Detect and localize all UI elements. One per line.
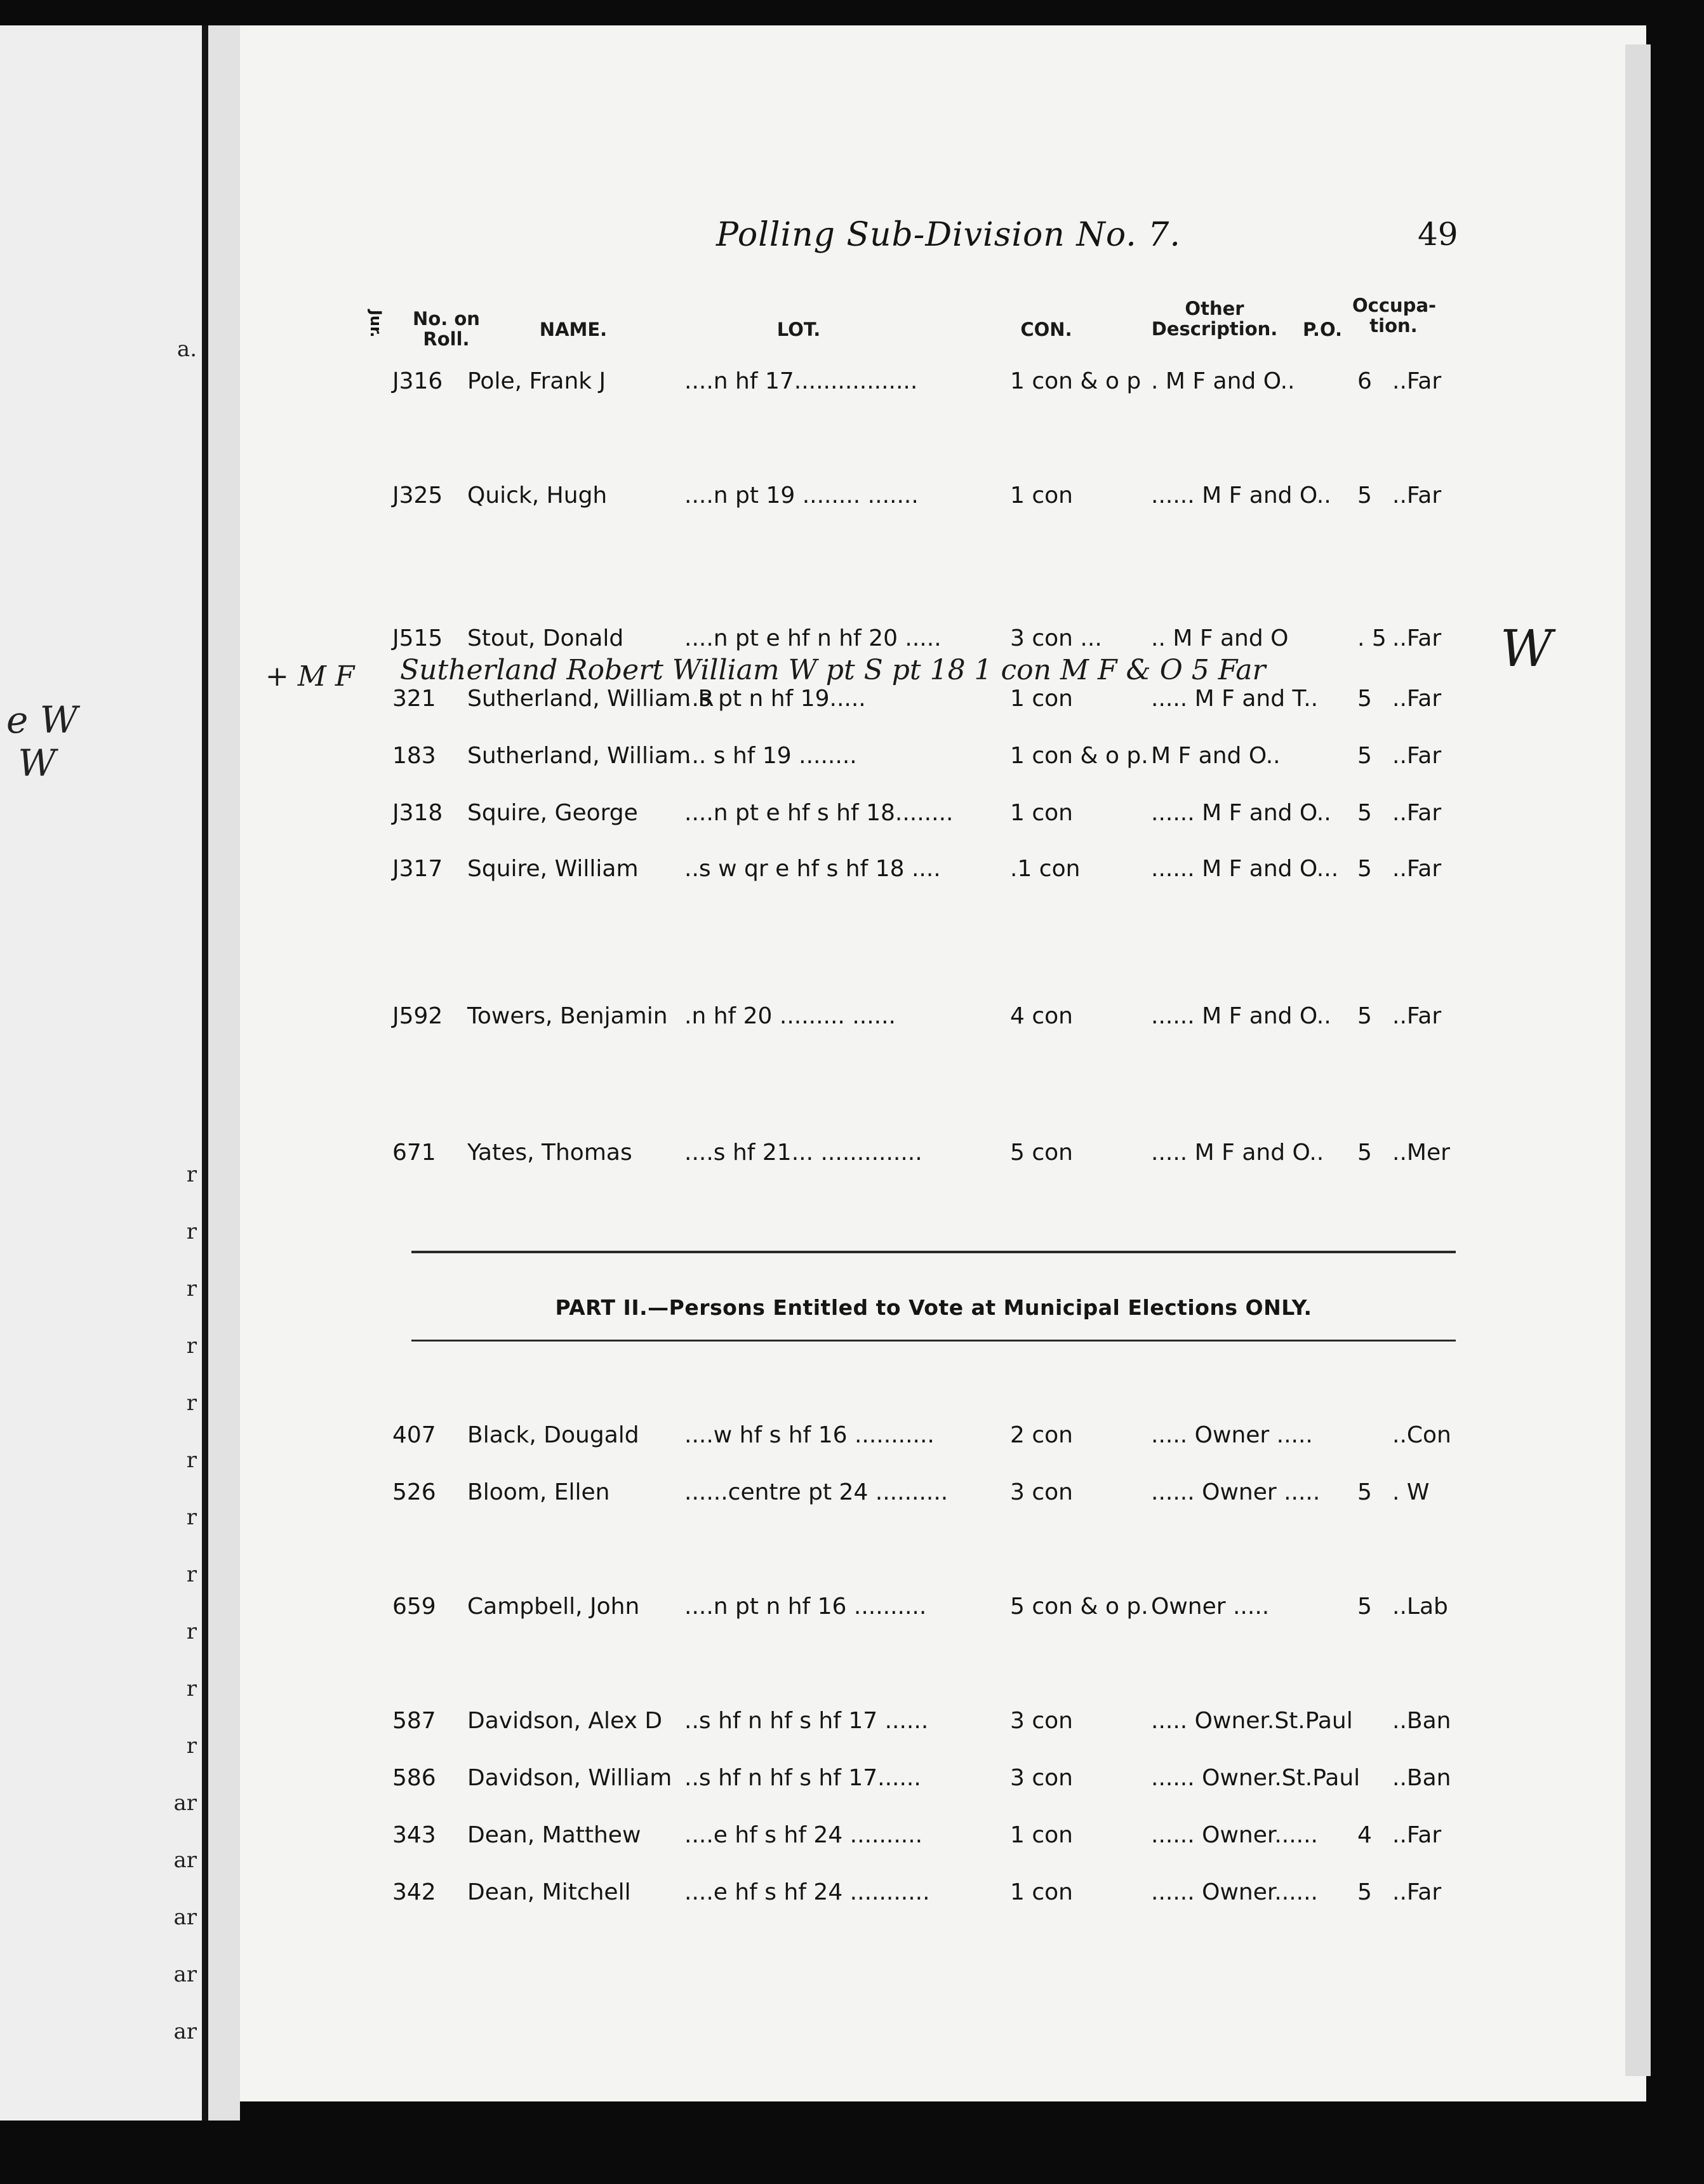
facing-page-text-fragment: r <box>186 1562 197 1587</box>
voter-name: Bloom, Ellen <box>467 1479 610 1505</box>
column-head-roll: No. on Roll. <box>413 308 480 350</box>
register-entry <box>240 856 1637 894</box>
register-page <box>240 25 1646 2101</box>
roll-number: J317 <box>392 856 443 882</box>
occupation: ..Far <box>1392 686 1442 712</box>
page-number: 49 <box>1418 216 1458 253</box>
facing-page-text-fragment: ar <box>173 1790 197 1816</box>
facing-page-fragment <box>0 25 202 2121</box>
facing-page-text-fragment: r <box>186 1619 197 1644</box>
other-description: ...... Owner.St.Paul <box>1151 1765 1361 1791</box>
facing-page-text-fragment: r <box>186 1676 197 1701</box>
voter-name: Sutherland, William R <box>467 686 714 712</box>
facing-page-text-fragment: ar <box>173 1848 197 1873</box>
roll-number: 343 <box>392 1822 436 1848</box>
facing-page-scrawl: e W W <box>6 698 78 785</box>
concession: 5 con & o p. <box>1010 1594 1148 1620</box>
voter-name: Stout, Donald <box>467 625 624 651</box>
other-description: .. M F and O <box>1151 625 1289 651</box>
lot: ... s hf 19 ........ <box>684 743 857 769</box>
roll-number: 183 <box>392 743 436 769</box>
other-description: M F and O.. <box>1151 743 1281 769</box>
occupation: ..Con <box>1392 1422 1451 1448</box>
post-office: 5 <box>1357 686 1372 712</box>
lot: ..s hf n hf s hf 17...... <box>684 1765 921 1791</box>
concession: 1 con <box>1010 686 1073 712</box>
roll-number: 659 <box>392 1594 436 1620</box>
handwritten-check-mark: W <box>1500 619 1553 678</box>
lot: .n hf 20 ......... ...... <box>684 1003 896 1029</box>
other-description: ..... Owner.St.Paul <box>1151 1708 1353 1734</box>
concession: 1 con & o p. <box>1010 743 1148 769</box>
occupation: ..Far <box>1392 1879 1442 1905</box>
column-head-occupation: Occupa-tion. <box>1352 295 1437 336</box>
concession: 2 con <box>1010 1422 1073 1448</box>
roll-number: 526 <box>392 1479 436 1505</box>
register-entry <box>240 1594 1637 1632</box>
column-head-lot: LOT. <box>776 319 821 340</box>
other-description: . M F and O.. <box>1151 368 1295 394</box>
post-office: 5 <box>1357 1003 1372 1029</box>
post-office: 5 <box>1357 1479 1372 1505</box>
lot: ....n pt e hf n hf 20 ..... <box>684 625 942 651</box>
book-spine <box>202 25 208 2121</box>
concession: 3 con <box>1010 1479 1073 1505</box>
concession: 5 con <box>1010 1140 1073 1166</box>
register-entry <box>240 1479 1637 1517</box>
concession: 1 con <box>1010 1879 1073 1905</box>
other-description: ..... M F and T.. <box>1151 686 1319 712</box>
voter-name: Yates, Thomas <box>467 1140 632 1166</box>
roll-number: J325 <box>392 483 443 509</box>
page-gutter <box>208 25 240 2121</box>
concession: 3 con ... <box>1010 625 1102 651</box>
other-description: ..... Owner ..... <box>1151 1422 1313 1448</box>
roll-number: 407 <box>392 1422 436 1448</box>
facing-page-text-fragment: r <box>186 1390 197 1416</box>
voter-name: Campbell, John <box>467 1594 640 1620</box>
register-entry <box>240 686 1637 724</box>
roll-number: J515 <box>392 625 443 651</box>
facing-page-text-fragment: a. <box>176 336 197 362</box>
occupation: ..Far <box>1392 743 1442 769</box>
other-description: ...... M F and O.. <box>1151 483 1331 509</box>
occupation: ..Ban <box>1392 1708 1451 1734</box>
voter-name: Squire, William <box>467 856 639 882</box>
facing-page-text-fragment: r <box>186 1505 197 1530</box>
handwritten-margin-note: + M F <box>265 660 355 693</box>
lot: ..s w qr e hf s hf 18 .... <box>684 856 941 882</box>
section-rule-top <box>411 1251 1456 1253</box>
lot: ....n pt n hf 16 .......... <box>684 1594 927 1620</box>
occupation: ..Far <box>1392 800 1442 826</box>
running-head: Polling Sub-Division No. 7. <box>716 216 1181 254</box>
facing-page-text-fragment: ar <box>173 1905 197 1930</box>
register-entry <box>240 368 1637 406</box>
lot: ..s hf n hf s hf 17 ...... <box>684 1708 929 1734</box>
post-office: 6 <box>1357 368 1372 394</box>
facing-page-text-fragment: r <box>186 1219 197 1244</box>
other-description: ...... Owner...... <box>1151 1822 1319 1848</box>
facing-page-text-fragment: r <box>186 1448 197 1473</box>
post-office: 5 <box>1357 1140 1372 1166</box>
other-description: ...... M F and O... <box>1151 856 1339 882</box>
roll-number: J318 <box>392 800 443 826</box>
other-description: ...... Owner...... <box>1151 1879 1319 1905</box>
concession: 3 con <box>1010 1708 1073 1734</box>
page-edge <box>1625 44 1651 2076</box>
post-office: 5 <box>1357 1594 1372 1620</box>
column-head-con: CON. <box>1020 319 1072 340</box>
register-entry <box>240 1708 1637 1746</box>
post-office: 5 <box>1357 800 1372 826</box>
post-office: . 5 <box>1357 625 1387 651</box>
lot: ....n hf 17................. <box>684 368 918 394</box>
column-head-name: NAME. <box>539 319 608 340</box>
lot: ....e hf s hf 24 ........... <box>684 1879 930 1905</box>
occupation: ..Far <box>1392 856 1442 882</box>
voter-name: Squire, George <box>467 800 638 826</box>
post-office: 5 <box>1357 1879 1372 1905</box>
concession: 1 con & o p <box>1010 368 1142 394</box>
lot: ....s hf 21... .............. <box>684 1140 922 1166</box>
section-rule-bottom <box>411 1340 1456 1342</box>
column-head-jur: Jur. <box>367 310 385 338</box>
concession: 1 con <box>1010 1822 1073 1848</box>
lot: ....n pt e hf s hf 18........ <box>684 800 954 826</box>
other-description: ..... M F and O.. <box>1151 1140 1324 1166</box>
register-entry <box>240 483 1637 521</box>
handwritten-entry: Sutherland Robert William W pt S pt 18 1 con M F & O 5 Far <box>400 654 1266 686</box>
facing-page-text-fragment: r <box>186 1333 197 1359</box>
roll-number: 342 <box>392 1879 436 1905</box>
concession: 3 con <box>1010 1765 1073 1791</box>
column-head-po: P.O. <box>1303 319 1342 340</box>
register-entry <box>240 1422 1637 1460</box>
voter-name: Quick, Hugh <box>467 483 608 509</box>
voter-name: Dean, Matthew <box>467 1822 641 1848</box>
occupation: ..Mer <box>1392 1140 1450 1166</box>
voter-name: Towers, Benjamin <box>467 1003 668 1029</box>
occupation: ..Far <box>1392 1822 1442 1848</box>
facing-page-text-fragment: ar <box>173 1962 197 1987</box>
register-entry <box>240 800 1637 838</box>
lot: ....e hf s hf 24 .......... <box>684 1822 923 1848</box>
concession: 1 con <box>1010 800 1073 826</box>
voter-name: Dean, Mitchell <box>467 1879 631 1905</box>
post-office: 5 <box>1357 856 1372 882</box>
lot: ....n pt 19 ........ ....... <box>684 483 919 509</box>
occupation: ..Far <box>1392 483 1442 509</box>
lot: ......centre pt 24 .......... <box>684 1479 949 1505</box>
occupation: . W <box>1392 1479 1430 1505</box>
facing-page-text-fragment: r <box>186 1276 197 1302</box>
register-entry <box>240 1003 1637 1041</box>
voter-name: Sutherland, William <box>467 743 691 769</box>
concession: .1 con <box>1010 856 1081 882</box>
post-office: 4 <box>1357 1822 1372 1848</box>
occupation: ..Lab <box>1392 1594 1448 1620</box>
lot: ....w hf s hf 16 ........... <box>684 1422 935 1448</box>
roll-number: J592 <box>392 1003 443 1029</box>
post-office: 5 <box>1357 483 1372 509</box>
roll-number: 586 <box>392 1765 436 1791</box>
register-entry <box>240 1879 1637 1917</box>
facing-page-text-fragment: ar <box>173 2019 197 2044</box>
other-description: ...... M F and O.. <box>1151 800 1331 826</box>
other-description: ...... Owner ..... <box>1151 1479 1321 1505</box>
concession: 4 con <box>1010 1003 1073 1029</box>
register-entry <box>240 1822 1637 1860</box>
column-head-description: Other Description. <box>1151 298 1278 340</box>
voter-name: Pole, Frank J <box>467 368 606 394</box>
occupation: ..Far <box>1392 368 1442 394</box>
register-entry <box>240 1765 1637 1803</box>
facing-page-text-fragment: r <box>186 1733 197 1759</box>
register-entry <box>240 1140 1637 1178</box>
occupation: ..Far <box>1392 1003 1442 1029</box>
voter-name: Davidson, William <box>467 1765 672 1791</box>
roll-number: 671 <box>392 1140 436 1166</box>
roll-number: 587 <box>392 1708 436 1734</box>
roll-number: 321 <box>392 686 436 712</box>
register-entry <box>240 743 1637 781</box>
roll-number: J316 <box>392 368 443 394</box>
part-two-title: PART II.—Persons Entitled to Vote at Municipal Elections ONLY. <box>555 1295 1312 1320</box>
concession: 1 con <box>1010 483 1073 509</box>
voter-name: Black, Dougald <box>467 1422 639 1448</box>
other-description: Owner ..... <box>1151 1594 1270 1620</box>
occupation: ..Ban <box>1392 1765 1451 1791</box>
voter-name: Davidson, Alex D <box>467 1708 663 1734</box>
facing-page-text-fragment: r <box>186 1162 197 1187</box>
occupation: ..Far <box>1392 625 1442 651</box>
lot: ..s pt n hf 19..... <box>684 686 866 712</box>
other-description: ...... M F and O.. <box>1151 1003 1331 1029</box>
post-office: 5 <box>1357 743 1372 769</box>
